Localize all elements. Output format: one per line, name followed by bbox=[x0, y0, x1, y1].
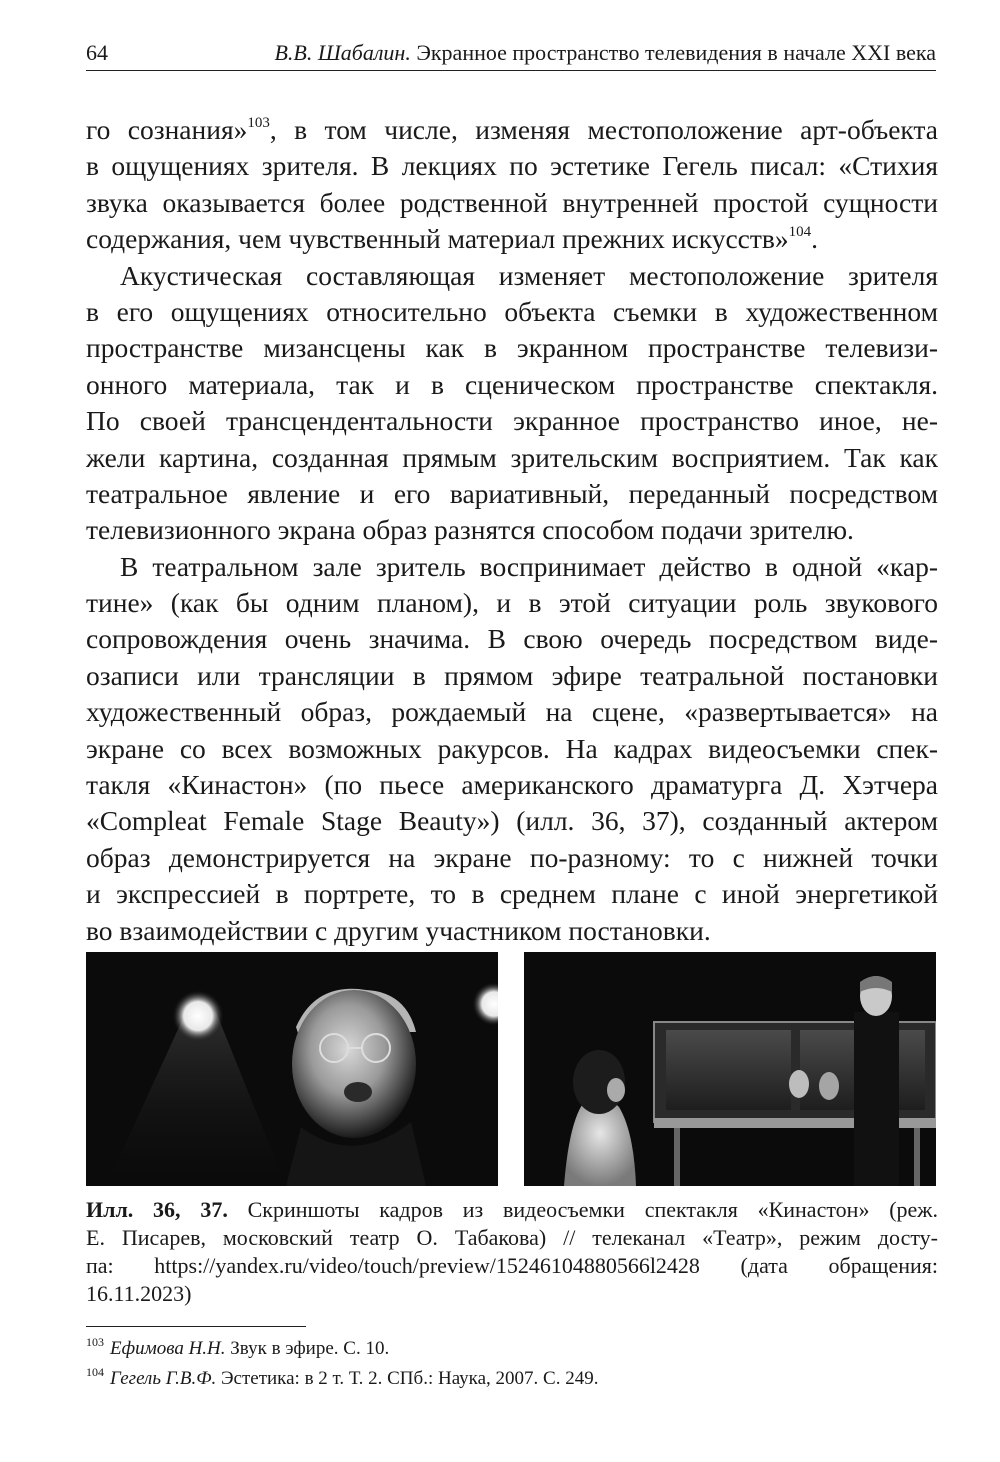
running-title-text: Экранное пространство телевидения в начале XXI века bbox=[410, 40, 936, 65]
footnote-number: 103 bbox=[86, 1335, 104, 1349]
footnote-author: Гегель Г.В.Ф. bbox=[110, 1368, 217, 1389]
paragraph-1 bbox=[86, 112, 938, 258]
caption-line bbox=[86, 1196, 938, 1224]
footnote-104 bbox=[86, 1364, 938, 1394]
text-line: По своей трансцендентальности экранное пространство иное, не- bbox=[86, 405, 938, 437]
text-line: Акустическая составляющая изменяет местоположение зрителя bbox=[120, 259, 938, 291]
text-line: «Compleat Female Stage Beauty») (илл. 36, 37), созданный актером bbox=[86, 805, 938, 837]
text-line: жели картина, созданная прямым зрительским восприятием. Так как bbox=[86, 441, 938, 473]
footnote-author: Ефимова Н.Н. bbox=[110, 1338, 226, 1359]
text-fragment: го сознания» bbox=[86, 114, 248, 145]
footnote-ref-103: 103 bbox=[247, 115, 270, 131]
body-text bbox=[86, 112, 938, 949]
footnote-text: Звук в эфире. С. 10. bbox=[225, 1338, 390, 1359]
text-fragment: . bbox=[811, 223, 818, 255]
running-title-author: В.В. Шабалин. bbox=[274, 40, 411, 65]
caption-line: Е. Писарев, московский театр О. Табакова) // телеканал «Театр», режим досту- bbox=[86, 1225, 938, 1250]
running-header bbox=[86, 34, 936, 71]
text-line: во взаимодействии с другим участником постановки. bbox=[86, 914, 711, 946]
illustration-36-photo bbox=[86, 952, 498, 1186]
paragraph-2 bbox=[86, 258, 938, 549]
footnotes bbox=[86, 1334, 938, 1394]
actor-closeup-image bbox=[86, 952, 498, 1186]
caption-line: па: https://yandex.ru/video/touch/preview/15246104880566l2428 (дата обращения: bbox=[86, 1253, 938, 1278]
text-line bbox=[86, 221, 938, 257]
text-line: художественный образ, рождаемый на сцене, «развертывается» на bbox=[86, 696, 938, 728]
text-line: образ демонстрируется на экране по-разному: то с нижней точки bbox=[86, 841, 938, 873]
footnote-ref-104: 104 bbox=[788, 224, 812, 241]
text-line: В театральном зале зритель воспринимает действо в одной «кар- bbox=[120, 550, 938, 582]
text-line: в его ощущениях относительно объекта съемки в художественном bbox=[86, 295, 938, 327]
caption-line: 16.11.2023) bbox=[86, 1281, 192, 1306]
figure-caption bbox=[86, 1196, 938, 1308]
text-line: экране со всех возможных ракурсов. На кадрах видеосъемки спек- bbox=[86, 732, 938, 764]
text-line bbox=[86, 112, 938, 148]
footnote-103 bbox=[86, 1334, 938, 1364]
text-line: пространстве мизансцены как в экранном пространстве телевизи- bbox=[86, 332, 938, 364]
stage-scene-image bbox=[524, 952, 936, 1186]
text-line: в ощущениях зрителя. В лекциях по эстетике Гегель писал: «Стихия bbox=[86, 150, 938, 182]
paragraph-3 bbox=[86, 549, 938, 949]
caption-text: Скриншоты кадров из видеосъемки спектакля «Кинастон» (реж. bbox=[227, 1197, 938, 1222]
text-line: телевизионного экрана образ разнятся способом подачи зрителю. bbox=[86, 514, 854, 546]
text-line: озаписи или трансляции в прямом эфире театральной постановки bbox=[86, 659, 938, 691]
running-title bbox=[274, 40, 936, 66]
text-line: онного материала, так и в сценическом пространстве спектакля. bbox=[86, 368, 938, 400]
footnote-divider bbox=[86, 1326, 306, 1327]
illustration-37-photo bbox=[524, 952, 936, 1186]
footnote-text: Эстетика: в 2 т. Т. 2. СПб.: Наука, 2007. С. 249. bbox=[216, 1368, 599, 1389]
text-line: звука оказывается более родственной внутренней простой сущности bbox=[86, 186, 938, 218]
text-line: театральное явление и его вариативный, переданный посредством bbox=[86, 477, 938, 509]
text-line: сопровождения очень значима. В свою очередь посредством виде- bbox=[86, 623, 938, 655]
footnote-number: 104 bbox=[86, 1365, 104, 1379]
text-line: тине» (как бы одним планом), и в этой ситуации роль звукового bbox=[86, 587, 938, 619]
text-line: такля «Кинастон» (по пьесе американского драматурга Д. Хэтчера bbox=[86, 769, 938, 801]
page-number: 64 bbox=[86, 40, 108, 65]
text-line: и экспрессией в портрете, то в среднем плане с иной энергетикой bbox=[86, 878, 938, 910]
text-fragment: , в том числе, изменяя местоположение арт-объекта bbox=[269, 114, 938, 145]
caption-label: Илл. 36, 37. bbox=[86, 1197, 228, 1222]
text-fragment: содержания, чем чувственный материал прежних искусств» bbox=[86, 223, 789, 255]
